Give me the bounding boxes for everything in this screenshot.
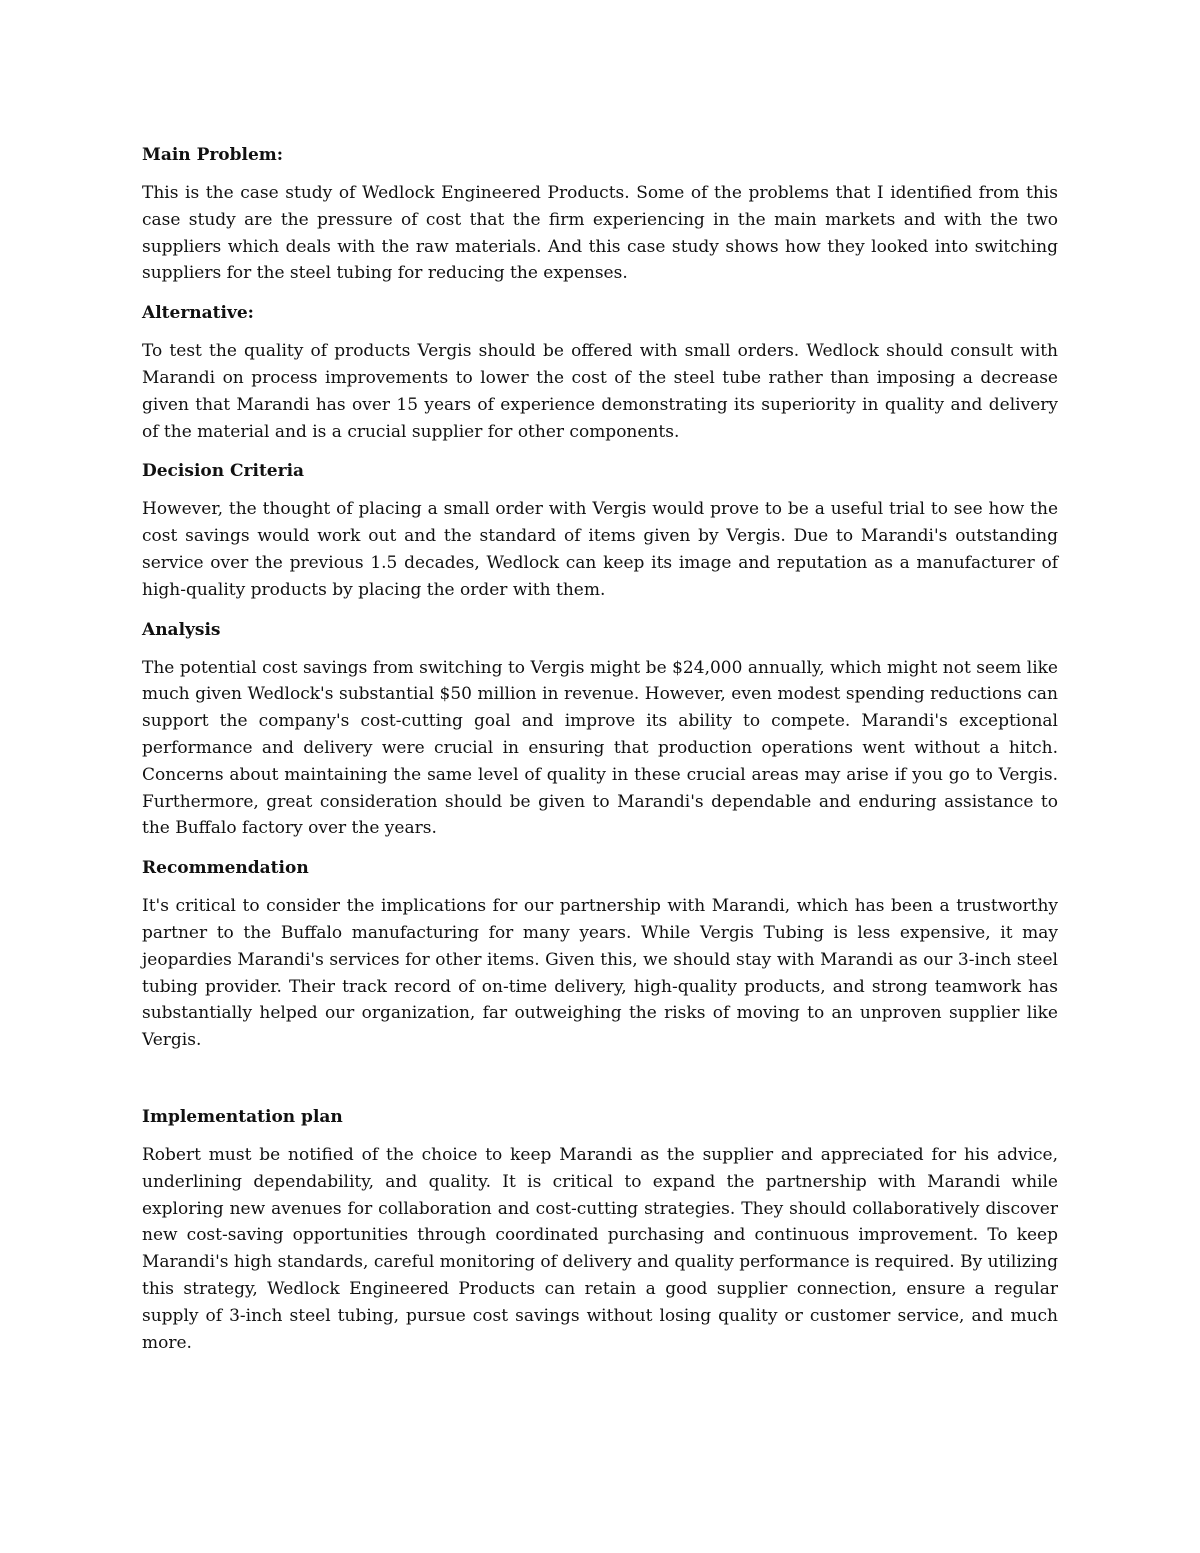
- document-page: [142, 142, 1058, 1369]
- section-decision-criteria: [142, 458, 1058, 603]
- section-analysis: [142, 617, 1058, 843]
- section-body: Robert must be notified of the choice to keep Marandi as the supplier and appreciated for his advice, underlining dependability, and quality. It is critical to expand the partnership with Marandi while exploring new avenues for collaboration and cost-cutting strategies. They should collaboratively discover new cost-saving opportunities through coordinated purchasing and continuous improvement. To keep Marandi's high standards, careful monitoring of delivery and quality performance is required. By utilizing this strategy, Wedlock Engineered Products can retain a good supplier connection, ensure a regular supply of 3-inch steel tubing, pursue cost savings without losing quality or customer service, and much more.: [142, 1144, 1058, 1353]
- section-body: However, the thought of placing a small order with Vergis would prove to be a useful trial to see how the cost savings would work out and the standard of items given by Vergis. Due to Marandi's outstanding service over the previous 1.5 decades, Wedlock can keep its image and reputation as a manufacturer of high-quality products by placing the order with them.: [142, 499, 1058, 600]
- section-heading: Implementation plan: [142, 1106, 343, 1127]
- section-heading: Main Problem:: [142, 145, 284, 165]
- section-heading: Decision Criteria: [142, 461, 305, 482]
- section-heading: Analysis: [142, 619, 221, 640]
- section-implementation-plan: [142, 1104, 1058, 1356]
- section-body: The potential cost savings from switching to Vergis might be $24,000 annually, which might not seem like much given Wedlock's substantial $50 million in revenue. However, even modest spending reductions can support the company's cost-cutting goal and improve its ability to compete. Marandi's exceptional performance and delivery were crucial in ensuring that production operations went without a hitch. Concerns about maintaining the same level of quality in these crucial areas may arise if you go to Vergis. Furthermore, great consideration should be given to Marandi's dependable and enduring assistance to the Buffalo factory over the years.: [142, 657, 1058, 839]
- section-body: It's critical to consider the implications for our partnership with Marandi, which has been a trustworthy partner to the Buffalo manufacturing for many years. While Vergis Tubing is less expensive, it may jeopardies Marandi's services for other items. Given this, we should stay with Marandi as our 3-inch steel tubing provider. Their track record of on-time delivery, high-quality products, and strong teamwork has substantially helped our organization, far outweighing the risks of moving to an unproven supplier like Vergis.: [142, 896, 1058, 1051]
- section-heading: Alternative:: [142, 303, 254, 324]
- section-main-problem: [142, 142, 1058, 287]
- section-body: This is the case study of Wedlock Engineered Products. Some of the problems that I identified from this case study are the pressure of cost that the firm experiencing in the main markets and with the two suppliers which deals with the raw materials. And this case study shows how they looked into switching suppliers for the steel tubing for reducing the expenses.: [142, 183, 1058, 284]
- section-alternative: [142, 300, 1058, 445]
- blank-line-spacer: [142, 1067, 1058, 1104]
- section-heading: Recommendation: [142, 858, 309, 879]
- section-recommendation: [142, 855, 1058, 1054]
- section-body: To test the quality of products Vergis should be offered with small orders. Wedlock should consult with Marandi on process improvements to lower the cost of the steel tube rather than imposing a decrease given that Marandi has over 15 years of experience demonstrating its superiority in quality and delivery of the material and is a crucial supplier for other components.: [142, 341, 1058, 442]
